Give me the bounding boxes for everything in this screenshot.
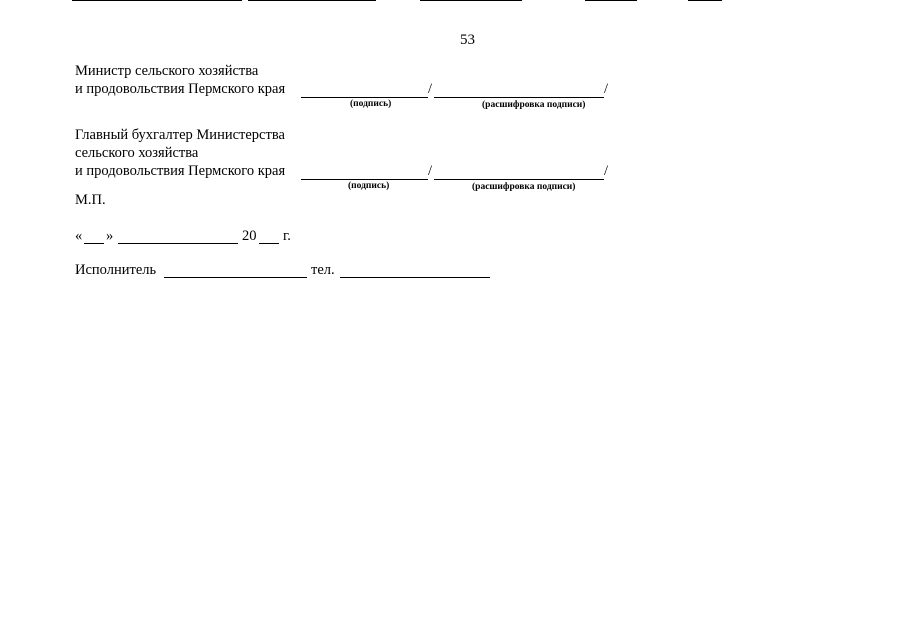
minister-slash-2: / [604,81,609,97]
accountant-signature-caption: (подпись) [348,181,390,191]
minister-signature-line [301,97,428,98]
accountant-decryption-caption: (расшифровка подписи) [472,182,576,192]
minister-slash-1: / [428,81,433,97]
executor-name-line [164,277,307,278]
accountant-title-line3: и продовольствия Пермского края [75,163,286,179]
accountant-signature-line [301,179,428,180]
accountant-title-line1: Главный бухгалтер Министерства [75,127,285,143]
top-border-segment [585,0,637,1]
phone-line [340,277,490,278]
date-day-line [84,243,104,244]
page-number: 53 [460,32,475,48]
date-month-line [118,243,238,244]
minister-signature-caption: (подпись) [350,99,392,109]
date-year-prefix: 20 [242,228,257,244]
accountant-title-line2: сельского хозяйства [75,145,199,161]
top-border-segment [248,0,376,1]
phone-label: тел. [311,262,335,278]
accountant-decryption-line [434,179,604,180]
date-year-line [259,243,279,244]
date-close-quote: » [106,228,114,244]
date-year-suffix: г. [283,228,291,244]
minister-decryption-caption: (расшифровка подписи) [482,100,586,110]
top-border-segment [72,0,242,1]
top-border-segment [420,0,522,1]
minister-title-line1: Министр сельского хозяйства [75,63,259,79]
accountant-slash-2: / [604,163,609,179]
executor-label: Исполнитель [75,262,157,278]
accountant-slash-1: / [428,163,433,179]
minister-title-line2: и продовольствия Пермского края [75,81,286,97]
date-open-quote: « [75,228,83,244]
top-border-segment [688,0,722,1]
minister-decryption-line [434,97,604,98]
stamp-place-label: М.П. [75,192,106,208]
